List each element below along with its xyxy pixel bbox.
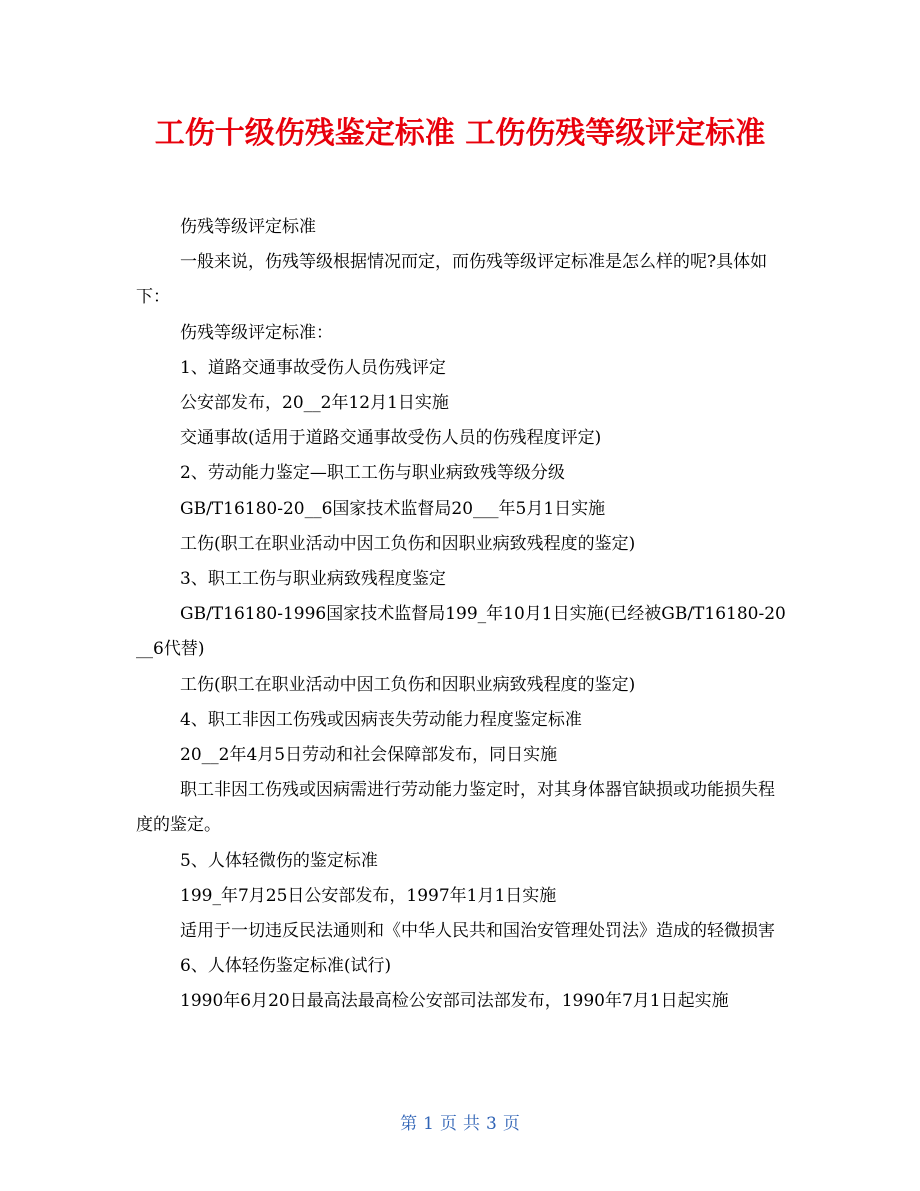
paragraph: 1、道路交通事故受伤人员伤残评定 bbox=[180, 357, 446, 378]
paragraph: 2、劳动能力鉴定—职工工伤与职业病致残等级分级 bbox=[180, 463, 565, 484]
paragraph: GB/T16180-1996国家技术监督局199_年10月1日实施(已经被GB/T16180-20__6代替) bbox=[136, 604, 786, 660]
paragraph: GB/T16180-20__6国家技术监督局20___年5月1日实施 bbox=[180, 498, 606, 519]
paragraph: 199_年7月25日公安部发布，1997年1月1日实施 bbox=[180, 885, 557, 906]
paragraph: 伤残等级评定标准 bbox=[180, 217, 316, 237]
paragraph: 工伤(职工在职业活动中因工负伤和因职业病致残程度的鉴定) bbox=[180, 674, 636, 695]
paragraph: 公安部发布，20__2年12月1日实施 bbox=[180, 393, 449, 414]
paragraph: 适用于一切违反民法通则和《中华人民共和国治安管理处罚法》造成的轻微损害 bbox=[180, 921, 775, 942]
paragraph: 伤残等级评定标准： bbox=[180, 322, 333, 343]
page-footer bbox=[0, 1112, 920, 1136]
paragraph: 工伤(职工在职业活动中因工负伤和因职业病致残程度的鉴定) bbox=[180, 533, 636, 554]
footer-prefix: 第 bbox=[400, 1114, 418, 1134]
paragraph: 4、职工非因工伤残或因病丧失劳动能力程度鉴定标准 bbox=[180, 709, 582, 730]
footer-suffix: 页 bbox=[502, 1114, 520, 1134]
footer-page-number: 1 bbox=[423, 1114, 434, 1134]
paragraph: 职工非因工伤残或因病需进行劳动能力鉴定时，对其身体器官缺损或功能损失程度的鉴定。 bbox=[136, 780, 775, 836]
paragraph: 一般来说，伤残等级根据情况而定，而伤残等级评定标准是怎么样的呢?具体如下： bbox=[136, 252, 768, 308]
paragraph: 5、人体轻微伤的鉴定标准 bbox=[180, 850, 378, 871]
document-title: 工伤十级伤残鉴定标准 工伤伤残等级评定标准 bbox=[154, 116, 766, 151]
paragraph: 3、职工工伤与职业病致残程度鉴定 bbox=[180, 569, 446, 590]
footer-page-word: 页 bbox=[440, 1114, 457, 1134]
paragraph: 6、人体轻伤鉴定标准(试行) bbox=[180, 956, 392, 977]
paragraph: 20__2年4月5日劳动和社会保障部发布，同日实施 bbox=[180, 745, 558, 766]
footer-total-pages: 3 bbox=[486, 1114, 497, 1134]
paragraph: 交通事故(适用于道路交通事故受伤人员的伤残程度评定) bbox=[180, 428, 602, 449]
paragraph: 1990年6月20日最高法最高检公安部司法部发布，1990年7月1日起实施 bbox=[180, 991, 729, 1012]
document-body bbox=[136, 210, 786, 1020]
footer-total-word: 共 bbox=[463, 1114, 480, 1134]
